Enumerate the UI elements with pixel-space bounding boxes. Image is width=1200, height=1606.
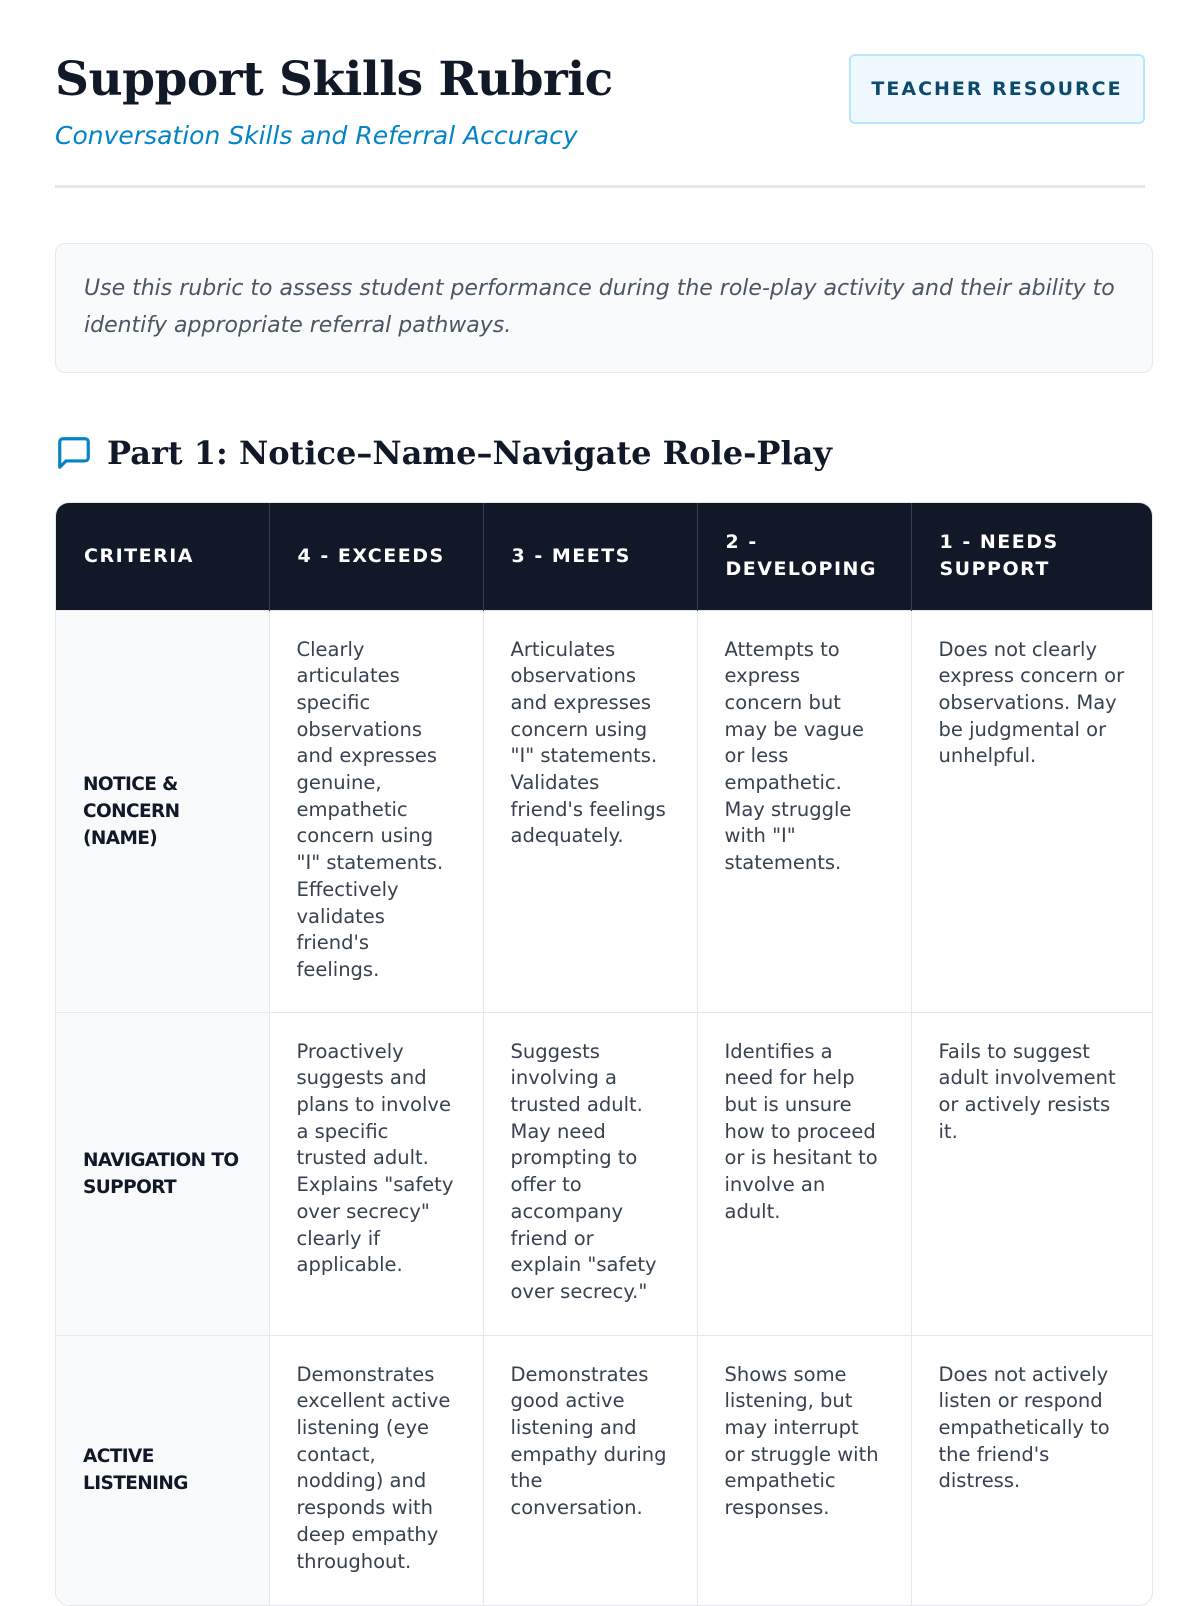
rubric-cell: Fails to suggest adult involvement or actively resists it.	[911, 1012, 1153, 1335]
criteria-active-listening: ACTIVE LISTENING	[56, 1335, 269, 1605]
rubric-cell: Articulates observations and expresses concern using "I" statements. Validates friend's feelings adequately.	[483, 610, 697, 1012]
table-row	[56, 610, 1153, 1012]
section-title: Part 1: Notice–Name–Navigate Role-Play	[107, 434, 832, 472]
column-header-exceeds: 4 - EXCEEDS	[269, 503, 483, 610]
rubric-cell: Clearly articulates specific observations and expresses genuine, empathetic concern using "I" statements. Effectively validates friend's feelings.	[269, 610, 483, 1012]
column-header-meets: 3 - MEETS	[483, 503, 697, 610]
teacher-resource-badge: TEACHER RESOURCE	[849, 54, 1145, 124]
criteria-navigation-to-support: NAVIGATION TO SUPPORT	[56, 1012, 269, 1335]
rubric-cell: Identifies a need for help but is unsure how to proceed or is hesitant to involve an adult.	[697, 1012, 911, 1335]
rubric-cell: Demonstrates good active listening and empathy during the conversation.	[483, 1335, 697, 1605]
column-header-developing: 2 - DEVELOPING	[697, 503, 911, 610]
chat-bubble-icon	[55, 434, 93, 472]
rubric-cell: Shows some listening, but may interrupt or struggle with empathetic responses.	[697, 1335, 911, 1605]
intro-note: Use this rubric to assess student performance during the role-play activity and their ability to identify appropriate referral pathways.	[55, 243, 1153, 373]
table-row	[56, 1335, 1153, 1605]
table-header-row	[56, 503, 1153, 610]
page-title: Support Skills Rubric	[55, 52, 613, 107]
rubric-cell: Demonstrates excellent active listening (eye contact, nodding) and responds with deep empathy throughout.	[269, 1335, 483, 1605]
section-heading	[55, 428, 832, 478]
column-header-needs-support: 1 - NEEDS SUPPORT	[911, 503, 1153, 610]
rubric-cell: Suggests involving a trusted adult. May need prompting to offer to accompany friend or explain "safety over secrecy."	[483, 1012, 697, 1335]
rubric-cell: Does not actively listen or respond empathetically to the friend's distress.	[911, 1335, 1153, 1605]
page-subtitle: Conversation Skills and Referral Accuracy	[55, 121, 578, 150]
rubric-cell: Proactively suggests and plans to involve a specific trusted adult. Explains "safety over secrecy" clearly if applicable.	[269, 1012, 483, 1335]
rubric-cell: Attempts to express concern but may be vague or less empathetic. May struggle with "I" statements.	[697, 610, 911, 1012]
page-header	[55, 0, 1145, 188]
column-header-criteria: CRITERIA	[56, 503, 269, 610]
table-row	[56, 1012, 1153, 1335]
rubric-cell: Does not clearly express concern or observations. May be judgmental or unhelpful.	[911, 610, 1153, 1012]
criteria-notice-concern: NOTICE & CONCERN (NAME)	[56, 610, 269, 1012]
rubric-table	[55, 502, 1153, 1606]
